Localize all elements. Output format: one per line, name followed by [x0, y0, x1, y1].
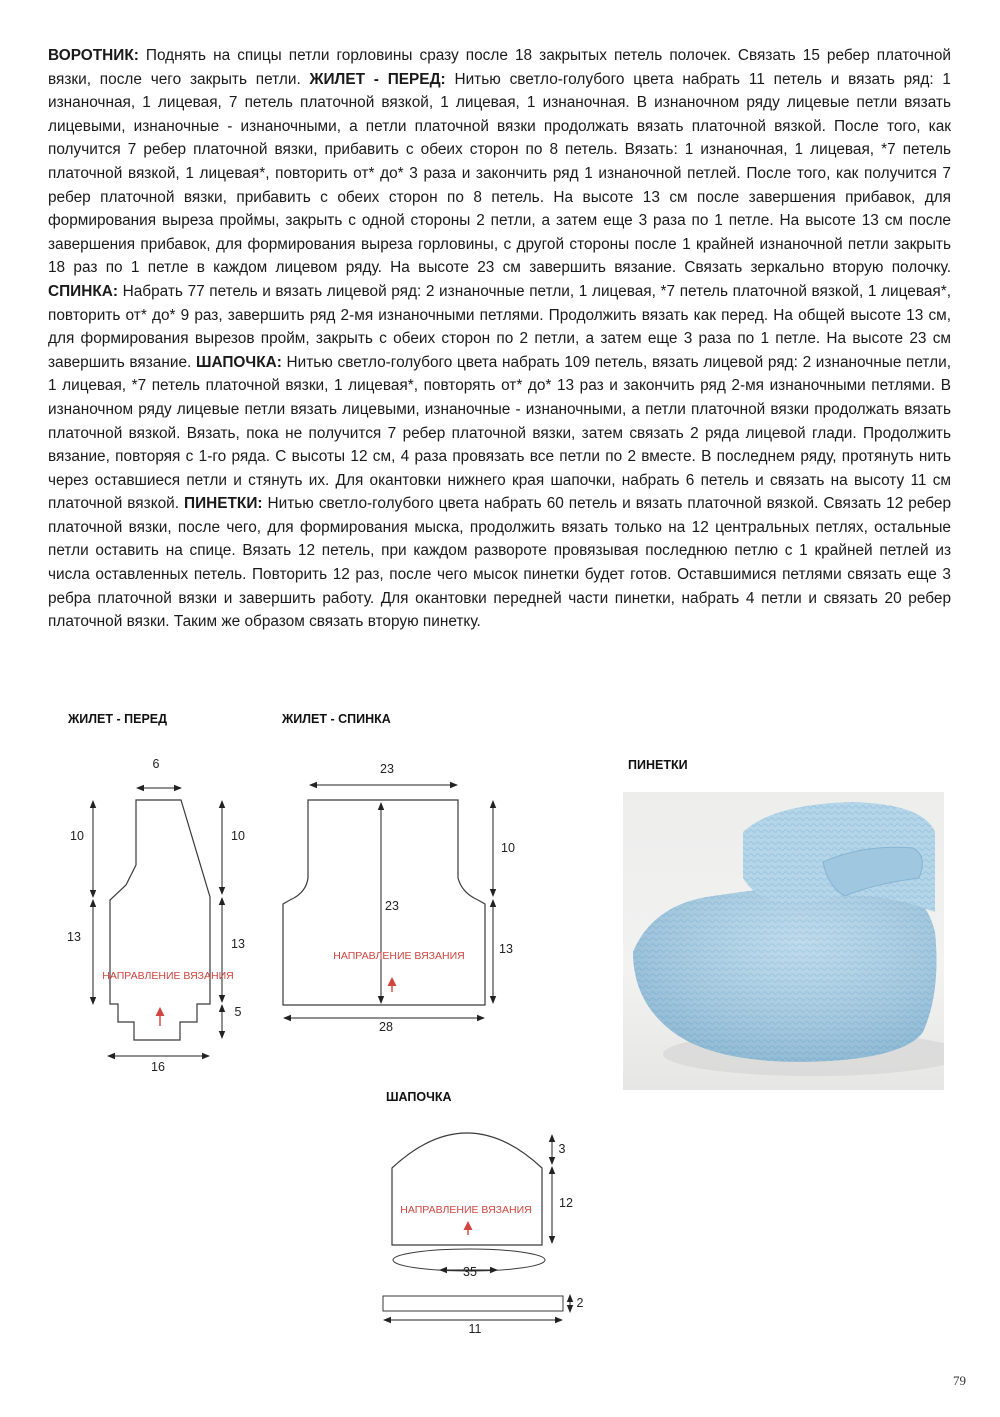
vest-back-outline — [283, 800, 485, 1005]
front-diagram-title: ЖИЛЕТ - ПЕРЕД — [68, 712, 168, 726]
vest-back-diagram — [283, 762, 515, 1034]
booties-photo — [623, 792, 944, 1090]
page-number: 79 — [953, 1373, 966, 1388]
section-heading-booties: ПИНЕТКИ: — [184, 495, 263, 513]
back-right-lower-label: 13 — [499, 942, 513, 956]
bootie-illustration — [623, 792, 944, 1090]
vest-front-outline — [110, 800, 210, 1040]
front-right-upper-label: 10 — [231, 829, 245, 843]
back-center-height-label: 23 — [385, 899, 399, 913]
hat-circumference-label: 35 — [463, 1265, 477, 1279]
front-direction-arrow — [156, 1007, 165, 1026]
hat-diagram — [383, 1133, 584, 1336]
section-body-hat: Нитью светло-голубого цвета набрать 109 петель, вязать лицевой ряд: 2 изнаночные петли, 1 лицевая, *7 петель платочной вязки, 1 лицевая*, повторять от* до* 13 раз и закончить ряд 2-мя изнаночными петлями. В изнаночном ряду лицевые петли вязать лицевыми, изнаночные - изнаночными, а петли платочной вязки продолжать вязать платочной вязкой. Вязать, пока не получится 7 ребер платочной вязки, затем связать 2 ряда лицевой глади. Продолжить вязание, повторяя с 1-го ряда. С высоты 12 см, 4 раза провязать все петли по 2 вместе. В последнем ряду, протянуть нить через оставшиеся петли и стянуть их. Для окантовки нижнего края шапочки, набрать 6 петель и связать на высоту 11 см платочной вязкой. — [48, 353, 951, 513]
hat-direction-arrow — [464, 1221, 473, 1235]
front-bottom-width-label: 16 — [151, 1060, 165, 1074]
booties-title: ПИНЕТКИ — [628, 758, 688, 772]
back-bottom-width-label: 28 — [379, 1020, 393, 1034]
front-bottom-step-label: 5 — [234, 1005, 242, 1019]
section-heading-back: СПИНКА: — [48, 282, 118, 300]
front-left-lower-label: 13 — [67, 930, 81, 944]
back-diagram-title: ЖИЛЕТ - СПИНКА — [282, 712, 391, 726]
hat-body-height-label: 12 — [559, 1196, 573, 1210]
section-body-vest-front: Нитью светло-голубого цвета набрать 11 петель и вязать ряд: 1 изнаночная, 1 лицевая, 7 петель платочной вязкой, 1 лицевая, 1 изнаночная. В изнаночном ряду лицевые петли вязать лицевыми, изнаночные - изнаночными, а петли платочной вязки продолжать вязать платочной вязкой. После того, как получится 7 ребер платочной вязки, прибавить с обеих сторон по 8 петель. Вязать: 1 изнаночная, 1 лицевая, *7 петель платочной вязкой, 1 лицевая*, повторить от* до* 3 раза и закончить ряд 1 изнаночной петлей. После того, как получится 7 ребер платочной вязки, прибавить с обеих сторон по 8 петель. На высоте 13 см после завершения прибавок, для формирования выреза проймы, закрыть с одной стороны 2 петли, а затем еще 3 раза по 1 петле. На высоте 13 см после завершения прибавок, для формирования выреза горловины, с другой стороны после 1 крайней изнаночной петли закрыть 18 раз по 1 петле в каждом лицевом ряду. На высоте 23 см завершить вязание. Связать зеркально вторую полочку. — [48, 70, 951, 277]
vest-front-diagram — [67, 757, 245, 1074]
section-body-back: Набрать 77 петель и вязать лицевой ряд: 2 изнаночные петли, 1 лицевая, *7 петель платочной вязкой, 1 лицевая*, повторить от* до* 9 раз, завершить ряд 2-мя изнаночными петлями. Продолжить вязать как перед. На общей высоте 13 см, для формирования вырезов пройм, закрыть с обеих сторон по 2 петли, а затем еще 3 раза по 1 петле. На высоте 23 см завершить вязание. — [48, 282, 951, 371]
section-heading-collar: ВОРОТНИК: — [48, 47, 139, 64]
hat-band-length-label: 11 — [468, 1322, 482, 1336]
front-direction-label: НАПРАВЛЕНИЕ ВЯЗАНИЯ — [102, 970, 234, 982]
back-top-width-label: 23 — [380, 762, 394, 776]
hat-band-outline — [383, 1296, 563, 1311]
section-heading-vest-front: ЖИЛЕТ - ПЕРЕД: — [309, 70, 446, 88]
section-body-booties: Нитью светло-голубого цвета набрать 60 петель и вязать платочной вязкой. Связать 12 ребер платочной вязки, после чего, для формирования мыска, продолжить вязать только на 12 центральных петлях, остальные петли оставить на спице. Вязать 12 петель, при каждом развороте провязывая последнюю петлю с 1 крайней петлей из числа оставленных петель. Повторить 12 раз, после чего мысок пинетки будет готов. Оставшимися петлями связать еще 3 ребра платочной вязки и завершить работу. Для окантовки передней части пинетки, набрать 4 петли и связать 20 ребер платочной вязки. Таким же образом связать вторую пинетку. — [48, 495, 952, 631]
front-left-upper-label: 10 — [70, 829, 84, 843]
front-top-width-label: 6 — [152, 757, 160, 771]
section-body-collar: Поднять на спицы петли горловины сразу после 18 закрытых петель полочек. Связать 15 ребер платочной вязки, после чего закрыть петли. — [48, 47, 951, 88]
back-direction-arrow — [388, 977, 397, 992]
section-heading-hat: ШАПОЧКА: — [195, 353, 282, 371]
hat-direction-label: НАПРАВЛЕНИЕ ВЯЗАНИЯ — [400, 1204, 532, 1216]
hat-band-height-label: 2 — [576, 1296, 584, 1310]
back-right-upper-label: 10 — [501, 841, 515, 855]
back-direction-label: НАПРАВЛЕНИЕ ВЯЗАНИЯ — [333, 950, 465, 962]
hat-diagram-title: ШАПОЧКА — [386, 1090, 452, 1104]
front-right-lower-label: 13 — [231, 937, 245, 951]
hat-crown-height-label: 3 — [558, 1142, 566, 1156]
